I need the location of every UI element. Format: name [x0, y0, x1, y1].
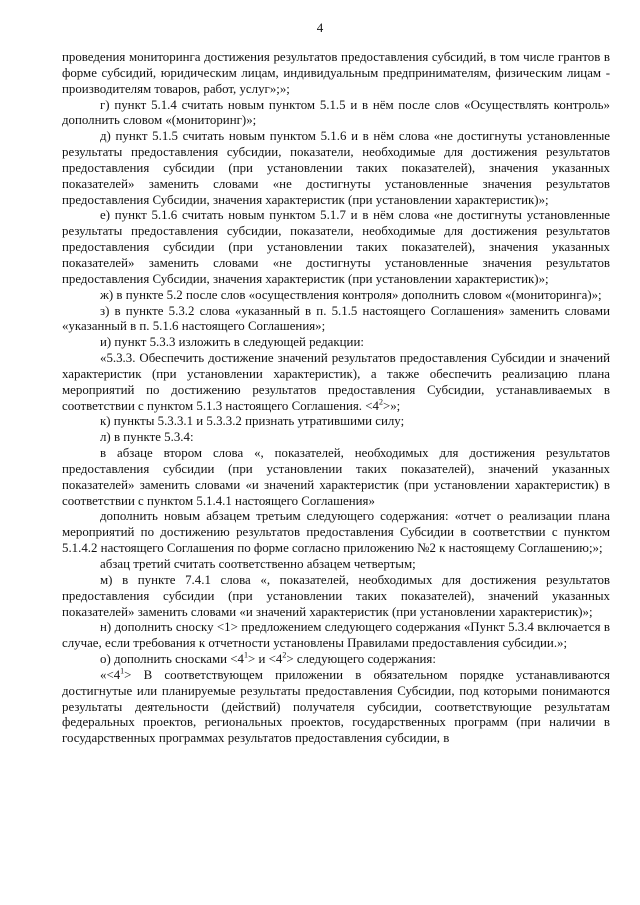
paragraph-text: д) пункт 5.1.5 считать новым пунктом 5.1.6 и в нём слова «не достигнуты установленные результаты предоставления субсидии, показатели, необходимые для достижения результатов предоставления субсидии (при установлении таких показателей), значения указанных показателей» заменить словами «не достигнуты установленные значения результатов предоставления Субсидии, значения характеристик (при установлении характеристик)»;	[62, 129, 610, 207]
paragraph-text: м) в пункте 7.4.1 слова «, показателей, необходимых для достижения результатов предоставления субсидии (при установлении таких показателей), значений указанных показателей» заменить словами «и значений характеристик (при установлении характеристик)»;	[62, 572, 610, 619]
paragraph	[62, 208, 610, 287]
paragraph	[62, 414, 610, 430]
paragraph-text: к) пункты 5.3.3.1 и 5.3.3.2 признать утратившими силу;	[100, 414, 405, 429]
paragraph-text: ж) в пункте 5.2 после слов «осуществления контроля» дополнить словом «(мониторинга)»;	[100, 287, 602, 302]
paragraph-text: в абзаце втором слова «, показателей, необходимых для достижения результатов предоставления субсидии (при установлении таких показателей), значений указанных показателей» заменить словами «и значений характеристик (при установлении характеристик) в соответствии с пунктом 5.1.4.1 настоящего Соглашения»	[62, 446, 610, 508]
paragraph	[62, 509, 610, 557]
paragraph	[62, 652, 610, 668]
paragraph	[62, 335, 610, 351]
paragraph-text: л) в пункте 5.3.4:	[100, 430, 194, 445]
paragraph-text: дополнить новым абзацем третьим следующего содержания: «отчет о реализации плана мероприятий по достижению результатов предоставления Субсидии в соответствии с пунктом 5.1.4.2 настоящего Соглашения по форме согласно приложению №2 к настоящему Соглашению;»;	[62, 509, 610, 556]
paragraph	[62, 668, 610, 747]
paragraph-text: проведения мониторинга достижения результатов предоставления субсидий, в том числе грантов в форме субсидий, юридическим лицам, индивидуальным предпринимателям, физическим лицам - производителям товаров, работ, услуг»;»;	[62, 50, 610, 96]
paragraph-text: г) пункт 5.1.4 считать новым пунктом 5.1.5 и в нём после слов «Осуществлять контроль» дополнить словом «(мониторинг)»;	[62, 97, 610, 128]
paragraph-text: о) дополнить сносками <4	[100, 652, 244, 667]
paragraph	[62, 351, 610, 414]
paragraph	[62, 304, 610, 336]
paragraph-text: > и <4	[248, 652, 283, 667]
paragraph-text: е) пункт 5.1.6 считать новым пунктом 5.1.7 и в нём слова «не достигнуты установленные результаты предоставления субсидии, показатели, необходимые для достижения результатов предоставления субсидии (при установлении таких показателей), значения указанных показателей» заменить словами «не достигнуты установленные значения результатов предоставления Субсидии, значения характеристик (при установлении характеристик)»;	[62, 208, 610, 286]
paragraph-text: >»;	[382, 398, 401, 413]
paragraph	[62, 98, 610, 130]
paragraph-text: > следующего содержания:	[286, 652, 436, 667]
paragraph	[62, 446, 610, 509]
paragraph-text: «<4	[100, 667, 121, 682]
footnote-superscript: 2	[282, 650, 287, 660]
footnote-superscript: 1	[120, 666, 125, 676]
paragraph	[62, 557, 610, 573]
paragraph-text: и) пункт 5.3.3 изложить в следующей редакции:	[100, 335, 364, 350]
footnote-superscript: 2	[378, 397, 383, 407]
paragraph	[62, 129, 610, 208]
paragraph	[62, 288, 610, 304]
paragraph-text: н) дополнить сноску <1> предложением следующего содержания «Пункт 5.3.4 включается в случае, если требования к отчетности установлены Правилами предоставления субсидии.»;	[62, 620, 610, 651]
paragraph	[62, 430, 610, 446]
paragraph	[62, 573, 610, 621]
paragraph-text: з) в пункте 5.3.2 слова «указанный в п. 5.1.5 настоящего Соглашения» заменить словами «указанный в п. 5.1.6 настоящего Соглашения»;	[62, 303, 610, 334]
footnote-superscript: 1	[244, 650, 248, 660]
page-number: 4	[316, 20, 324, 35]
document-body	[62, 50, 610, 747]
paragraph	[62, 50, 610, 98]
paragraph-text: «5.3.3. Обеспечить достижение значений результатов предоставления Субсидии и значений характеристик (при установлении характеристик), а также обеспечить реализацию плана мероприятий по достижению результатов предоставления Субсидии, устанавливаемых в соответствии с пунктом 5.1.3 настоящего Соглашения. <4	[62, 351, 610, 413]
paragraph-text: > В соответствующем приложении в обязательном порядке устанавливаются достигнутые или планируемые результаты предоставления Субсидии, под которыми понимаются результаты деятельности (действий) получателя субсидии, соответствующие результатам федеральных проектов, региональных проектов, государственных программ (при наличии в государственных программах результатов предоставления субсидии, в	[62, 667, 610, 746]
paragraph-text: абзац третий считать соответственно абзацем четвертым;	[100, 557, 416, 571]
paragraph	[62, 620, 610, 652]
